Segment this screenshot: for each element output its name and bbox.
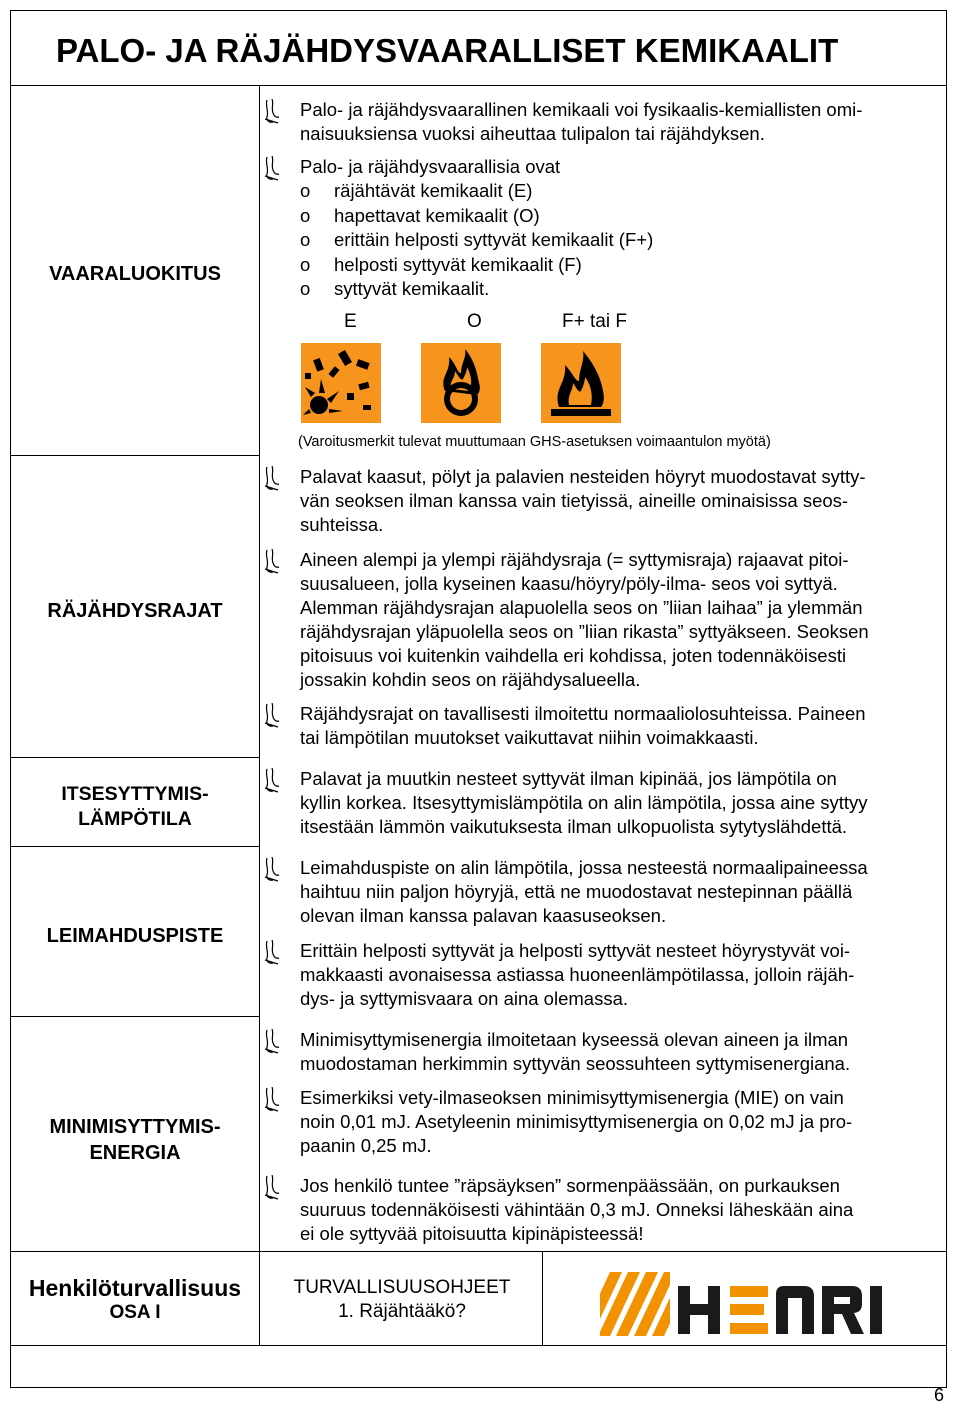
sub-item: o helposti syttyvät kemikaalit (F)	[300, 253, 582, 275]
course-part: OSA I	[109, 1302, 161, 1323]
bullet-icon	[264, 940, 282, 966]
hazard-symbols-note: (Varoitusmerkit tulevat muuttumaan GHS-asetuksen voimaantulon myötä)	[298, 434, 771, 450]
column-divider	[542, 1251, 543, 1345]
page-number: 6	[934, 1385, 945, 1405]
rule	[11, 1345, 947, 1346]
bullet-icon	[264, 703, 282, 729]
symbol-label-f: F+ tai F	[562, 311, 627, 332]
paragraph: Palo- ja räjähdysvaarallinen kemikaali voi fysikaalis-kemiallisten omi- naisuuksiensa vuoksi aiheuttaa tulipalon tai räjähdyksen.	[300, 99, 863, 144]
sub-list	[300, 179, 653, 302]
oxidizing-hazard-icon	[421, 343, 501, 423]
rule	[11, 846, 259, 847]
rule	[11, 1251, 947, 1252]
symbol-label-o: O	[467, 311, 482, 332]
henri-logo	[600, 1266, 898, 1342]
bullet-icon	[264, 1029, 282, 1055]
sub-item: o syttyvät kemikaalit.	[300, 278, 490, 299]
paragraph: Palo- ja räjähdysvaarallisia ovat	[300, 156, 561, 177]
bullet-icon	[264, 99, 282, 125]
paragraph: Erittäin helposti syttyvät ja helposti syttyvät nesteet höyrystyvät voi- makkaasti avonaisessa astiassa huoneenlämpötilassa, jolloin räjäh- dys- ja syttymisvaara on aina olemassa.	[300, 940, 855, 1009]
paragraph: Jos henkilö tuntee ”räpsäyksen” sormenpäässään, on purkauksen suuruus todennäköisesti vähintään 0,3 mJ. Onneksi läheskään aina ei ole syttyvää pitoisuutta kipinäpisteessä!	[300, 1175, 854, 1244]
bullet-icon	[264, 466, 282, 492]
symbol-label-e: E	[344, 311, 357, 332]
sub-item: o hapettavat kemikaalit (O)	[300, 204, 540, 226]
bullet-icon	[264, 549, 282, 575]
section-label-vaaraluokitus: VAARALUOKITUS	[49, 263, 221, 285]
paragraph: Leimahduspiste on alin lämpötila, jossa nesteestä normaalipaineessa haihtuu niin paljon höyryjä, että ne muodostavat nestepinnan päällä olevan ilman kanssa palavan kaasuseoksen.	[300, 857, 868, 926]
paragraph: Palavat kaasut, pölyt ja palavien nesteiden höyryt muodostavat sytty- vän seoksen ilman kanssa vain tietyissä, aineille ominaisissa seos- suhteissa.	[300, 466, 866, 535]
bullet-icon	[264, 768, 282, 794]
column-divider	[259, 85, 260, 1345]
flammable-hazard-icon	[541, 343, 621, 423]
section-label-itsesyttymislampotila: ITSESYTTYMIS- LÄMPÖTILA	[61, 783, 209, 830]
bullet-icon	[264, 857, 282, 883]
bullet-icon	[264, 156, 282, 182]
paragraph: Esimerkiksi vety-ilmaseoksen minimisyttymisenergia (MIE) on vain noin 0,01 mJ. Asetyleenin minimisyttymisenergia on 0,02 mJ ja pro- paanin 0,25 mJ.	[300, 1087, 853, 1156]
document-title: TURVALLISUUSOHJEET 1. Räjähtääkö?	[293, 1277, 511, 1322]
paragraph: Palavat ja muutkin nesteet syttyvät ilman kipinää, jos lämpötila on kyllin korkea. Itsesyttymislämpötila on alin lämpötila, jossa aine syttyy itsestään lämmön vaikutuksesta ilman ulkopuolista sytytyslähdettä.	[300, 768, 868, 837]
sub-item: o erittäin helposti syttyvät kemikaalit (F+)	[300, 229, 654, 250]
sub-item: o räjähtävät kemikaalit (E)	[300, 180, 533, 201]
bullet-icon	[264, 1087, 282, 1113]
section-label-leimahduspiste: LEIMAHDUSPISTE	[46, 925, 224, 947]
svg-text:HENRI: HENRI	[600, 1266, 604, 1267]
page-title: PALO- JA RÄJÄHDYSVAARALLISET KEMIKAALIT	[56, 32, 839, 69]
rule	[11, 757, 259, 758]
explosive-hazard-icon	[301, 343, 381, 423]
paragraph: Minimisyttymisenergia ilmoitetaan kyseessä olevan aineen ja ilman muodostaman herkimmin syttyvän seossuhteen syttymisenergiana.	[300, 1029, 851, 1074]
course-title: Henkilöturvallisuus	[28, 1275, 242, 1301]
paragraph: Räjähdysrajat on tavallisesti ilmoitettu normaaliolosuhteissa. Paineen tai lämpötilan muutokset vaikuttavat niihin voimakkaasti.	[300, 703, 866, 748]
rule	[11, 1016, 259, 1017]
section-label-rajahdysrajat: RÄJÄHDYSRAJAT	[47, 600, 223, 622]
section-label-minimisyttymisenergia: MINIMISYTTYMIS- ENERGIA	[49, 1116, 221, 1164]
paragraph: Aineen alempi ja ylempi räjähdysraja (= syttymisraja) rajaavat pitoi- suusalueen, jolla kyseinen kaasu/höyry/pöly-ilma- seos voi syttyä. Alemman räjähdysrajan alapuolella seos on ”liian laihaa” ja ylemmän räjähdysrajan yläpuolella seos on ”liian rikasta” syttyäkseen. Seoksen pitoisuus voi kuitenkin vaihdella eri kohdissa, joten todennäköisesti jossakin kohdin seos on räjähdysalueella.	[300, 549, 869, 690]
bullet-icon	[264, 1175, 282, 1201]
rule	[11, 85, 947, 86]
rule	[11, 455, 259, 456]
